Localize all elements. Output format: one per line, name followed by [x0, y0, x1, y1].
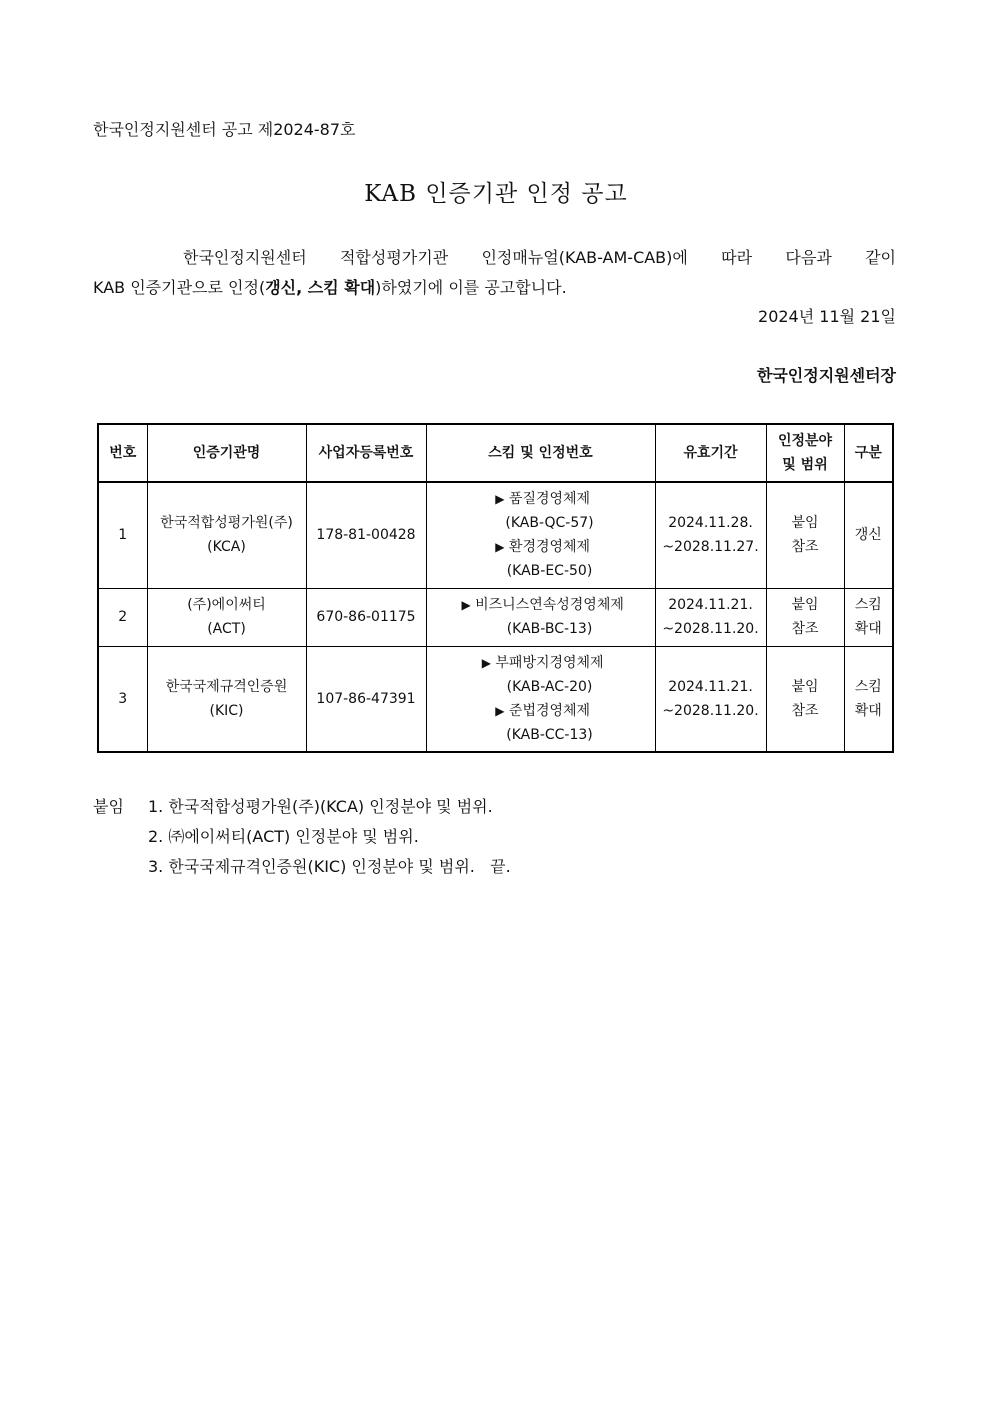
- scheme-item: [427, 535, 655, 559]
- org-name-line1: 한국적합성평가원(주): [160, 515, 293, 532]
- attachments-label: 붙임: [93, 797, 124, 816]
- attachment-item: 1. 한국적합성평가원(주)(KCA) 인정분야 및 범위.: [148, 797, 493, 816]
- attachment-row: [93, 852, 511, 882]
- bullet-triangle-icon: ▶: [495, 703, 505, 718]
- cell-scheme: [426, 646, 655, 752]
- cell-no: 1: [98, 482, 147, 588]
- scheme-name: 비즈니스연속성경영체제: [475, 597, 624, 613]
- scheme-code: (KAB-AC-20): [506, 678, 593, 695]
- cell-validity: [655, 588, 766, 646]
- category-line1: 스킴: [854, 678, 882, 695]
- attachment-item: 3. 한국국제규격인증원(KIC) 인정분야 및 범위. 끝.: [148, 857, 511, 876]
- table-row: [98, 646, 893, 752]
- certification-table: [97, 423, 894, 753]
- bullet-triangle-icon: ▶: [495, 540, 505, 555]
- attachment-item: 2. ㈜에이써티(ACT) 인정분야 및 범위.: [148, 827, 419, 846]
- scheme-item: [427, 593, 655, 617]
- header-biz-reg-no: 사업자등록번호: [306, 424, 426, 482]
- org-name-line1: (주)에이써티: [187, 597, 266, 613]
- signer: 한국인정지원센터장: [756, 366, 896, 385]
- body-paragraph-line1: 한국인정지원센터 적합성평가기관 인정매뉴얼(KAB-AM-CAB)에 따라 다음과 같이: [183, 248, 896, 267]
- cell-scope: [766, 588, 844, 646]
- cell-biz-reg-no: 670-86-01175: [306, 588, 426, 646]
- scheme-name: 준법경영체제: [508, 702, 591, 719]
- body-line2-bold: 갱신, 스킴 확대: [265, 278, 376, 297]
- valid-to: ~2028.11.27.: [662, 539, 759, 556]
- valid-from: 2024.11.21.: [668, 597, 753, 613]
- cell-org-name: [147, 588, 306, 646]
- valid-to: ~2028.11.20.: [662, 702, 759, 719]
- org-name-line2: (KIC): [209, 702, 244, 719]
- category-line1: 스킴: [854, 597, 882, 613]
- cell-scope: [766, 482, 844, 588]
- cell-no: 2: [98, 588, 147, 646]
- org-name-line2: (ACT): [207, 621, 246, 637]
- scheme-code: (KAB-QC-57): [505, 515, 594, 532]
- scope-line2: 참조: [791, 702, 819, 719]
- cell-no: 3: [98, 646, 147, 752]
- header-no: 번호: [98, 424, 147, 482]
- table-row: [98, 482, 893, 588]
- scheme-code: (KAB-BC-13): [506, 621, 593, 637]
- cell-category: [844, 482, 893, 588]
- org-name-line1: 한국국제규격인증원: [165, 678, 288, 695]
- cell-scope: [766, 646, 844, 752]
- cell-org-name: [147, 482, 306, 588]
- scheme-item: [427, 487, 655, 511]
- valid-to: ~2028.11.20.: [662, 621, 759, 637]
- scheme-name: 품질경영체제: [508, 491, 591, 508]
- cell-category: [844, 646, 893, 752]
- attachment-row: [93, 792, 511, 822]
- category-line2: 확대: [854, 702, 882, 719]
- cell-scheme: [426, 482, 655, 588]
- org-name-line2: (KCA): [207, 539, 246, 556]
- scope-line1: 붙임: [791, 678, 819, 695]
- cell-validity: [655, 482, 766, 588]
- scheme-code: (KAB-EC-50): [506, 563, 593, 580]
- bullet-triangle-icon: ▶: [461, 598, 471, 612]
- bullet-triangle-icon: ▶: [495, 492, 505, 507]
- scheme-code: (KAB-CC-13): [506, 726, 593, 743]
- header-scope-line1: 인정분야: [777, 433, 833, 449]
- attachment-row: [93, 822, 511, 852]
- scope-line2: 참조: [791, 621, 819, 637]
- scope-line1: 붙임: [791, 597, 819, 613]
- body-line2-prefix: KAB 인증기관으로 인정(: [93, 278, 266, 297]
- scheme-item: [427, 651, 655, 675]
- scheme-name: 환경경영체제: [508, 539, 591, 556]
- cell-validity: [655, 646, 766, 752]
- header-scheme: 스킴 및 인정번호: [426, 424, 655, 482]
- valid-from: 2024.11.28.: [668, 515, 753, 532]
- table-header-row: [98, 424, 893, 482]
- cell-category: [844, 588, 893, 646]
- header-org-name: 인증기관명: [147, 424, 306, 482]
- bullet-triangle-icon: ▶: [481, 655, 491, 670]
- attachments: [93, 792, 511, 882]
- document-title: KAB 인증기관 인정 공고: [364, 181, 628, 207]
- header-scope-line2: 및 범위: [782, 457, 828, 473]
- notice-number: 한국인정지원센터 공고 제2024-87호: [93, 120, 356, 139]
- cell-scheme: [426, 588, 655, 646]
- scheme-item: [427, 699, 655, 723]
- body-paragraph-line2: [93, 275, 567, 298]
- category-line2: 확대: [854, 621, 882, 637]
- scope-line2: 참조: [791, 539, 819, 556]
- scope-line1: 붙임: [791, 515, 819, 532]
- header-validity: 유효기간: [655, 424, 766, 482]
- cell-org-name: [147, 646, 306, 752]
- scheme-name: 부패방지경영체제: [495, 654, 604, 671]
- header-category: 구분: [844, 424, 893, 482]
- valid-from: 2024.11.21.: [668, 678, 753, 695]
- cell-biz-reg-no: 178-81-00428: [306, 482, 426, 588]
- table-row: [98, 588, 893, 646]
- body-line2-suffix: )하였기에 이를 공고합니다.: [375, 278, 567, 297]
- category-line1: 갱신: [854, 527, 882, 544]
- notice-date: 2024년 11월 21일: [758, 307, 896, 326]
- cell-biz-reg-no: 107-86-47391: [306, 646, 426, 752]
- header-scope: [766, 424, 844, 482]
